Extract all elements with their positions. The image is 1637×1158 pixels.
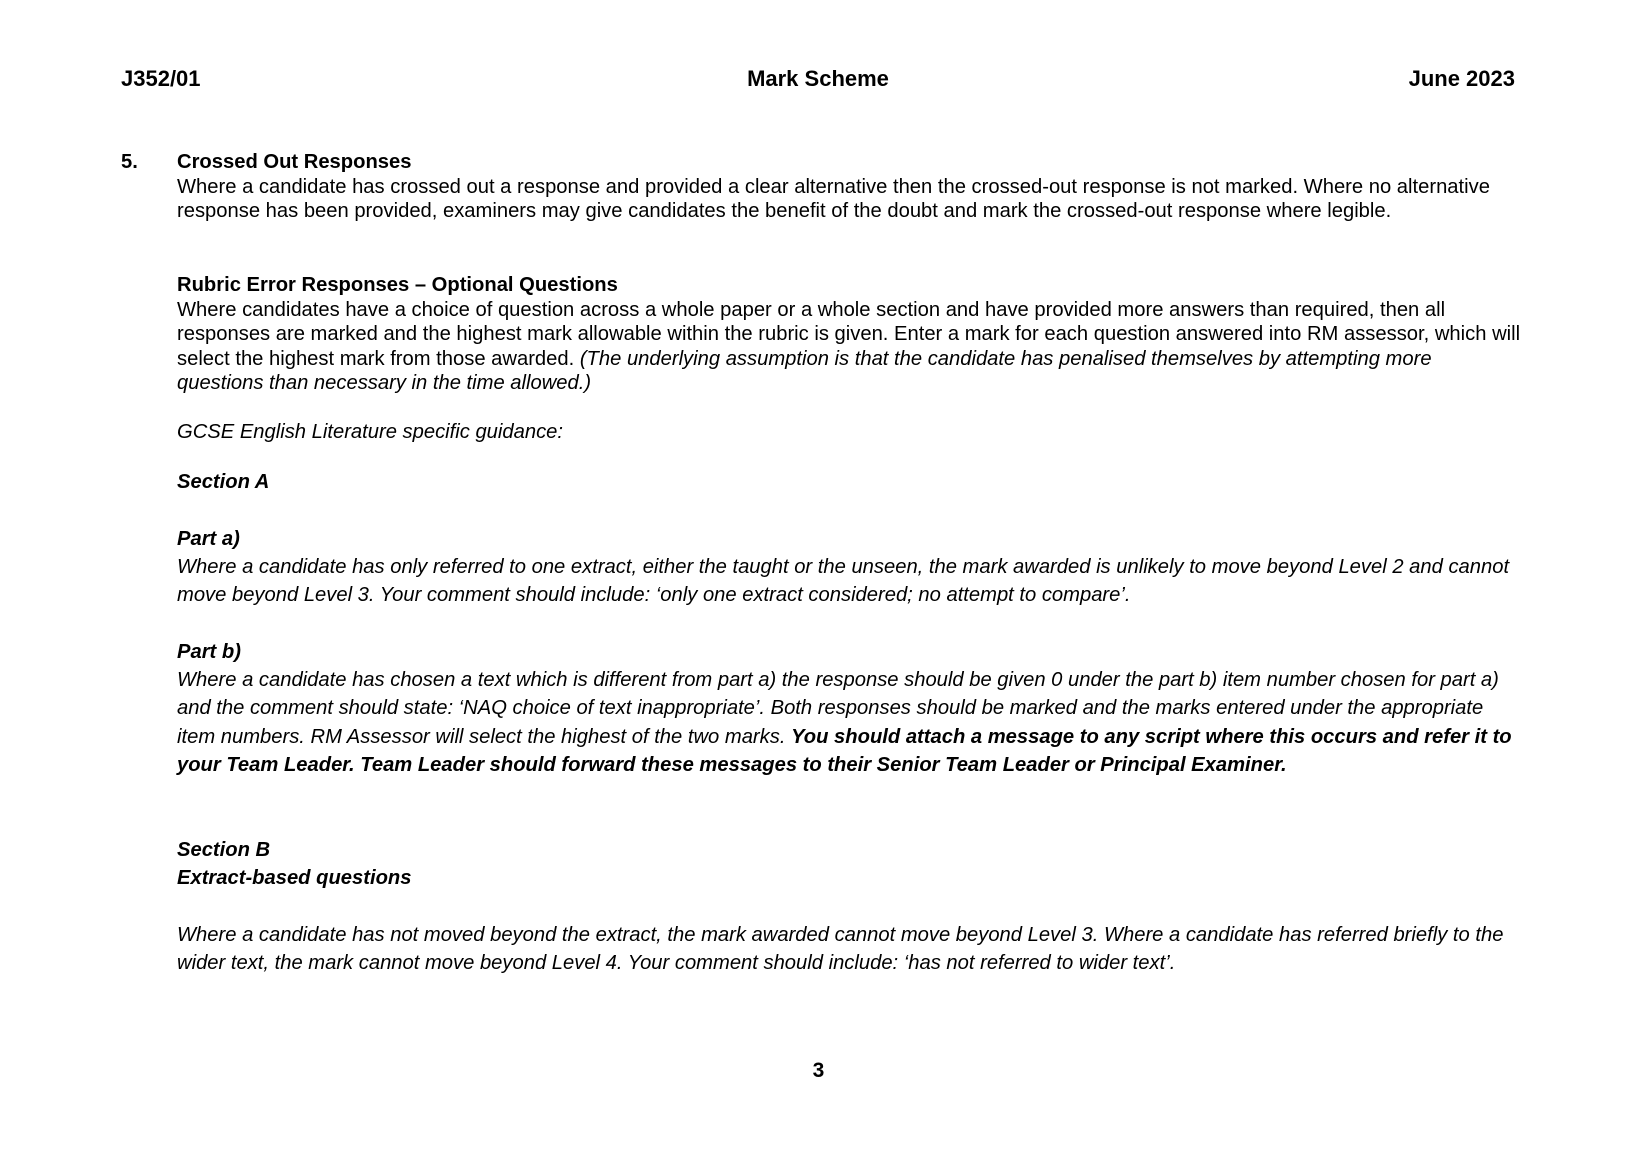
page-number: 3 <box>812 1059 825 1082</box>
section-b-body: Where a candidate has not moved beyond the extract, the mark awarded cannot move beyond Level 3. Where a candidate has referred briefly to the wider text, the mark cannot move beyond Level 4. Your comment should include: ‘has not referred to wider text’. <box>177 924 1504 975</box>
part-b-body-bold: You should attach a message to any script where this occurs and refer it to your Team Leader. Team Leader should forward these messages to their Senior Team Leader or Principal Examiner. <box>177 725 1512 777</box>
part-a-body: Where a candidate has only referred to one extract, either the taught or the unseen, the mark awarded is unlikely to move beyond Level 2 and cannot move beyond Level 3. Your comment should include: ‘only one extract considered; no attempt to compare’. <box>177 556 1510 607</box>
exam-date: June 2023 <box>1408 66 1515 91</box>
guidance-intro: GCSE English Literature specific guidance: <box>177 421 564 443</box>
section-b-subheading: Extract-based questions <box>177 867 412 889</box>
paper-code: J352/01 <box>121 66 201 91</box>
rubric-body-italic: (The underlying assumption is that the candidate has penalised themselves by attempting more questions than necessary in the time allowed.) <box>177 347 1432 394</box>
part-b-body-text: Where a candidate has chosen a text which is different from part a) the response should be given 0 under the part b) item number chosen for part a) and the comment should state: ‘NAQ choice of text inappropriate’. Both responses should be marked and the marks entered under the appropriate item numbers. RM Assessor will select the highest of the two marks. <box>177 669 1499 748</box>
part-b-heading: Part b) <box>177 641 241 663</box>
part-a-heading: Part a) <box>177 528 240 550</box>
section-number: 5. <box>121 151 138 173</box>
crossed-out-heading: Crossed Out Responses <box>177 151 412 173</box>
section-a-heading: Section A <box>177 471 270 493</box>
section-b-heading: Section B <box>177 839 271 861</box>
crossed-out-body: Where a candidate has crossed out a response and provided a clear alternative then the crossed-out response is not marked. Where no alternative response has been provided, examiners may give candidates the benefit of the doubt and mark the crossed-out response where legible. <box>177 176 1490 223</box>
rubric-body <box>177 298 1522 395</box>
part-b-body <box>177 666 1522 780</box>
page-header <box>121 66 1515 94</box>
rubric-body-text: Where candidates have a choice of question across a whole paper or a whole section and have provided more answers than required, then all responses are marked and the highest mark allowable within the rubric is given. Enter a mark for each question answered into RM assessor, which will select the highest mark from those awarded. <box>177 299 1521 370</box>
document-title: Mark Scheme <box>747 66 889 91</box>
rubric-heading: Rubric Error Responses – Optional Questions <box>177 274 618 296</box>
